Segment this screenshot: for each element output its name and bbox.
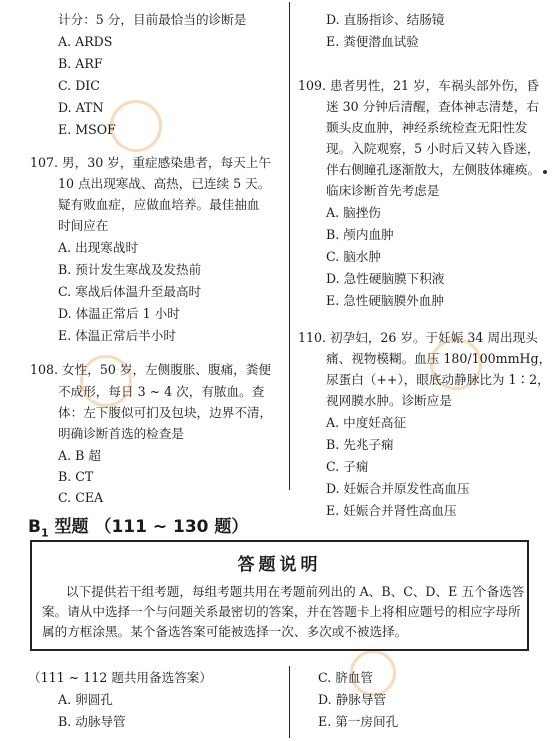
instructions-text <box>42 582 525 642</box>
q106-option-b: B. ARF <box>58 56 103 71</box>
instructions-line-3: 属的方框涂黑。某个备选答案可能被选择一次、多次或不被选择。 <box>42 624 408 639</box>
q107-option-e: E. 体温正常后半小时 <box>58 328 176 343</box>
q109-line-1: 109. 患者男性，21 岁，车祸头部外伤，昏 <box>298 78 539 93</box>
q106-option-c: C. DIC <box>58 78 100 93</box>
instructions-line-2: 案。请从中选择一个与问题关系最密切的答案，并在答题卡上将相应题号的相应字母所 <box>42 604 521 619</box>
q106-option-a: A. ARDS <box>58 34 113 49</box>
q107-option-d: D. 体温正常后 1 小时 <box>58 306 180 321</box>
q108-option-c: C. CEA <box>58 490 104 505</box>
q110-line-2: 痛、视物模糊。血压 180/100mmHg， <box>326 351 552 366</box>
q110-option-a: A. 中度妊高征 <box>326 415 407 430</box>
q109-option-d: D. 急性硬脑膜下积液 <box>326 271 445 286</box>
q107-line-4: 时间应在 <box>58 218 109 233</box>
q107-line-1: 107. 男，30 岁，重症感染患者，每天上午 <box>30 155 271 170</box>
q109-option-a: A. 脑挫伤 <box>326 205 381 220</box>
q106-option-e: E. MSOF <box>58 122 116 137</box>
q108-line-1: 108. 女性，50 岁，左侧腹胀、腹痛，粪便 <box>30 362 271 377</box>
q110-option-b: B. 先兆子痫 <box>326 437 394 452</box>
shared-option-e: E. 第一房间孔 <box>318 714 399 729</box>
q109-option-b: B. 颅内血肿 <box>326 227 394 242</box>
q110-option-e: E. 妊娠合并肾性高血压 <box>326 503 457 518</box>
q110-option-c: C. 子痫 <box>326 459 369 474</box>
watermark-logo <box>110 100 162 152</box>
q107-option-c: C. 寒战后体温升至最高时 <box>58 284 202 299</box>
instructions-line-1: 以下提供若干组考题，每组考题共用在考题前列出的 A、B、C、D、E 五个备选答 <box>66 584 525 599</box>
q110-line-1: 110. 初孕妇，26 岁。于妊娠 34 周出现头 <box>298 330 538 345</box>
shared-option-a: A. 卵圆孔 <box>58 692 113 707</box>
shared-option-b: B. 动脉导管 <box>58 714 126 729</box>
q109-line-3: 颞头皮血肿，神经系统检查无阳性发 <box>326 120 528 135</box>
q108-line-3: 体：左下腹似可扪及包块，边界不清， <box>58 405 273 420</box>
section-prefix: B <box>28 517 41 537</box>
q107-option-b: B. 预计发生寒战及发热前 <box>58 262 202 277</box>
margin-dot <box>543 170 547 174</box>
q106-option-d: D. ATN <box>58 100 104 115</box>
shared-option-c: C. 脐血管 <box>318 670 373 685</box>
q107-line-2: 10 点出现寒战、高热，已连续 5 天。 <box>58 176 271 191</box>
q109-line-4: 现。入院观察，5 小时后又转入昏迷， <box>326 141 540 156</box>
instructions-box <box>30 540 529 651</box>
section-sub: 1 <box>40 526 49 540</box>
shared-options-header: （111 ~ 112 题共用备选答案） <box>28 670 212 685</box>
q108-line-2: 不成形，每日 3 ~ 4 次，有脓血。查 <box>58 384 265 399</box>
q108-option-b: B. CT <box>58 469 94 484</box>
q108-option-d: D. 直肠指诊、结肠镜 <box>326 12 445 27</box>
q108-option-a: A. B 超 <box>58 448 101 463</box>
q108-option-e: E. 粪便潜血试验 <box>326 34 419 49</box>
q107-option-a: A. 出现寒战时 <box>58 240 139 255</box>
q109-option-c: C. 脑水肿 <box>326 249 381 264</box>
q110-line-3: 尿蛋白（++），眼底动静脉比为 1∶2， <box>326 372 550 387</box>
q109-option-e: E. 急性硬脑膜外血肿 <box>326 293 444 308</box>
q109-line-6: 临床诊断首先考虑是 <box>326 183 440 198</box>
q109-line-5: 伴右侧瞳孔逐渐散大，左侧肢体瘫痪。 <box>326 162 541 177</box>
q108-line-4: 明确诊断首选的检查是 <box>58 426 184 441</box>
instructions-title: 答题说明 <box>237 555 322 575</box>
column-divider <box>289 2 290 490</box>
q109-line-2: 迷 30 分钟后清醒，查体神志清楚，右 <box>326 99 539 114</box>
q107-line-3: 疑有败血症，应做血培养。最佳抽血 <box>58 197 260 212</box>
q106-tail: 计分：5 分，目前最恰当的诊断是 <box>58 12 247 27</box>
section-title <box>28 512 248 539</box>
shared-option-d: D. 静脉导管 <box>318 692 387 707</box>
q110-option-d: D. 妊娠合并原发性高血压 <box>326 481 470 496</box>
column-divider-bottom <box>289 666 290 738</box>
section-title-text: 型题 （111 ~ 130 题） <box>48 517 249 537</box>
q110-line-4: 视网膜水肿。诊断应是 <box>326 393 452 408</box>
